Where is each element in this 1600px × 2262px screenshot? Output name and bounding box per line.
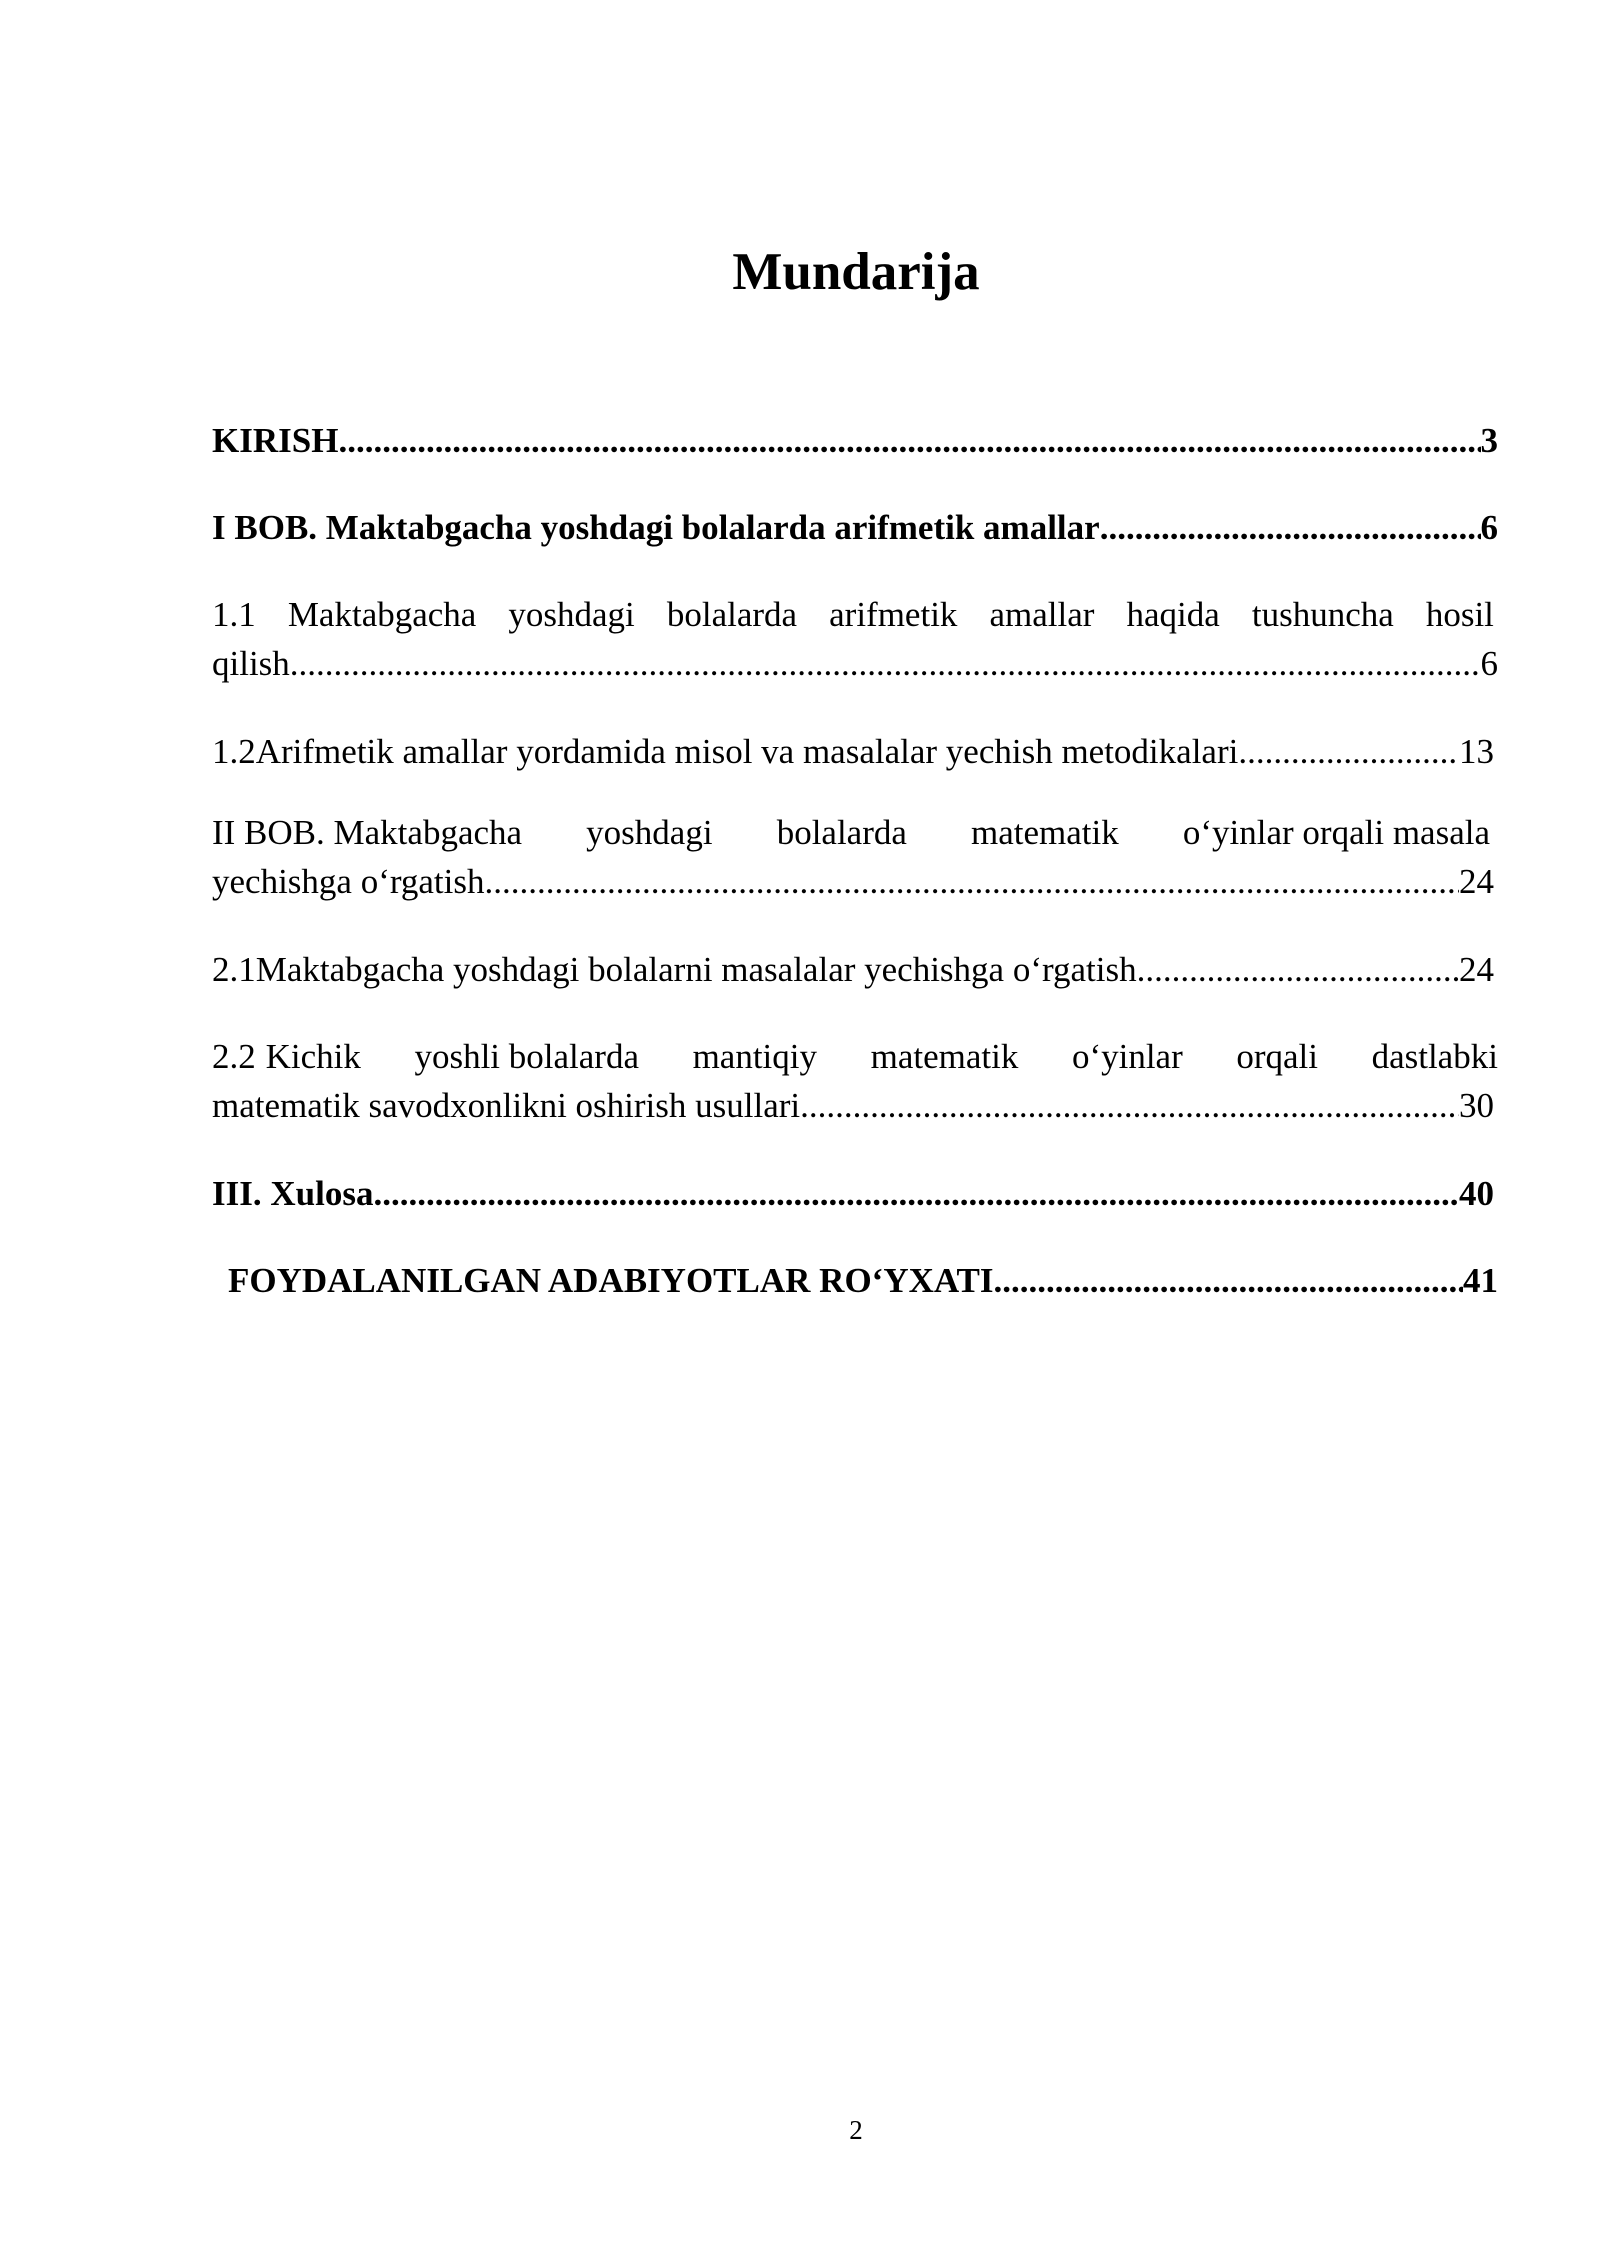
- dot-leader: [1238, 727, 1459, 776]
- toc-word: bolalarda: [666, 595, 798, 634]
- toc-entry-label: Arifmetik amallar yordamida misol va masalalar yechish metodikalari: [255, 732, 1239, 771]
- toc-entry-number: 2.1: [212, 950, 256, 989]
- toc-word: o‘yinlar orqali masala: [1182, 813, 1490, 852]
- toc-word: orqali: [1236, 1037, 1318, 1076]
- toc-word: Maktabgacha: [287, 595, 477, 634]
- toc-entry-1-1: [212, 590, 1498, 688]
- toc-word: amallar: [989, 595, 1095, 634]
- dot-leader: [994, 1256, 1463, 1305]
- toc-word: yoshdagi: [586, 813, 713, 852]
- toc-word: Kichik: [265, 1037, 361, 1076]
- toc-word: tushuncha: [1251, 595, 1394, 634]
- toc-entry-number: 2.2: [212, 1037, 256, 1076]
- dot-leader: [373, 1169, 1459, 1218]
- toc-word: yoshli bolalarda: [414, 1037, 639, 1076]
- toc-entry-page: 24: [1459, 862, 1494, 901]
- toc-entry-page: 6: [1480, 508, 1498, 547]
- toc-entry-page: 40: [1459, 1174, 1494, 1213]
- toc-entry-page: 6: [1480, 644, 1498, 683]
- toc-entry-number: 1.1: [212, 595, 256, 634]
- toc-entry-page: 24: [1459, 950, 1494, 989]
- toc-entry-2-2: [212, 1032, 1498, 1130]
- page-number: 2: [849, 2115, 863, 2145]
- toc-entry-2-1: [212, 945, 1498, 994]
- toc-entry-label-cont: qilish: [212, 644, 290, 683]
- dot-leader: [1100, 503, 1481, 552]
- toc-word: matematik: [870, 1037, 1019, 1076]
- toc-entry-page: 30: [1459, 1086, 1494, 1125]
- toc-word: dastlabki: [1371, 1037, 1498, 1076]
- toc-word: II BOB. Maktabgacha: [212, 813, 523, 852]
- dot-leader: [290, 639, 1481, 688]
- toc-entry-label: I BOB. Maktabgacha yoshdagi bolalarda arifmetik amallar: [212, 508, 1100, 547]
- toc-word: matematik: [971, 813, 1119, 852]
- toc-word: yoshdagi: [508, 595, 635, 634]
- toc-word: arifmetik: [829, 595, 958, 634]
- toc-entry-label: III. Xulosa: [212, 1174, 374, 1213]
- toc-entry-xulosa: [212, 1169, 1498, 1218]
- dot-leader: [800, 1081, 1459, 1130]
- toc-entry-bob2: [212, 808, 1498, 906]
- toc-entry-label: FOYDALANILGAN ADABIYOTLAR RO‘YXATI: [228, 1261, 994, 1300]
- toc-entry-adabiyotlar: [228, 1256, 1498, 1305]
- toc-entry-label: KIRISH: [212, 421, 339, 460]
- toc-word: hosil: [1425, 595, 1494, 634]
- dot-leader: [484, 857, 1459, 906]
- toc-entry-bob1: [212, 503, 1498, 552]
- toc-entry-kirish: [212, 416, 1498, 465]
- toc-entry-number: 1.2: [212, 732, 256, 771]
- dot-leader: [1137, 945, 1459, 994]
- toc-word: haqida: [1126, 595, 1220, 634]
- toc-entry-page: 3: [1480, 421, 1498, 460]
- toc-entry-1-2: [212, 727, 1498, 776]
- toc-word: mantiqiy: [692, 1037, 818, 1076]
- toc-entry-label-cont: yechishga o‘rgatish: [212, 862, 485, 901]
- toc-entry-page: 13: [1459, 732, 1494, 771]
- toc-entry-label: Maktabgacha yoshdagi bolalarni masalalar yechishga o‘rgatish: [255, 950, 1137, 989]
- toc-word: o‘yinlar: [1071, 1037, 1183, 1076]
- page-title: Mundarija: [732, 243, 980, 301]
- toc-entry-label-cont: matematik savodxonlikni oshirish usullari: [212, 1086, 801, 1125]
- toc-entry-page: 41: [1463, 1261, 1498, 1300]
- toc-word: bolalarda: [776, 813, 907, 852]
- dot-leader: [338, 416, 1480, 465]
